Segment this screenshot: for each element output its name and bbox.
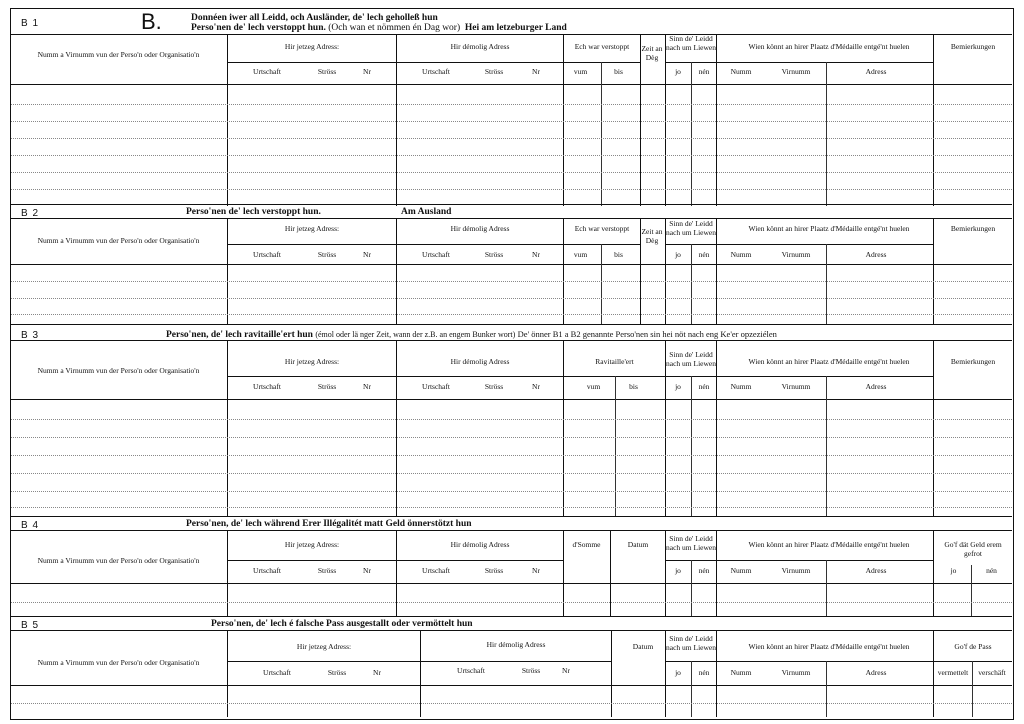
sub-vum: vum: [573, 67, 588, 76]
sub-virnumm: Virnumm: [781, 67, 811, 76]
col-divider: [665, 531, 666, 616]
header-rule: [11, 583, 1012, 584]
col-divider: [691, 661, 692, 717]
section-b1: [11, 9, 1012, 206]
sub-nen: nén: [986, 566, 997, 575]
sub-stross: Ströss: [317, 67, 337, 76]
col-name: Numm a Virnumm vun der Perso'n oder Organisatio'n: [37, 556, 200, 565]
header-rule: [11, 84, 1012, 85]
sub-numm: Numm: [730, 566, 752, 575]
sub-stross: Ströss: [521, 666, 541, 675]
entry-row[interactable]: [11, 437, 1012, 438]
sub-nen: nén: [698, 566, 710, 575]
col-divider: [640, 219, 641, 324]
sub-nr: Nr: [532, 566, 540, 575]
col-divider: [933, 531, 934, 616]
sub-stross: Ströss: [484, 250, 504, 259]
sub-nr: Nr: [373, 668, 381, 677]
col-hidden: Ech war verstoppt: [574, 42, 630, 51]
sub-nr: Nr: [562, 666, 570, 675]
section-b5-title-row: [11, 617, 1012, 631]
title-note: (émol oder lä nger Zeit, wann der z.B. an engem Bunker wort): [315, 330, 516, 339]
sub-jo: jo: [675, 382, 681, 391]
sub-rule: [717, 560, 933, 561]
col-ravitailleert: Ravitaille'ert: [595, 357, 634, 366]
sub-nr: Nr: [363, 566, 371, 575]
section-b4-title-row: [11, 517, 1012, 531]
sub-vum: vum: [586, 382, 601, 391]
sub-rule: [717, 244, 933, 245]
col-current-address: Hir jetzeg Adress:: [296, 642, 352, 651]
sub-adress: Adress: [865, 566, 887, 575]
sub-urtschaft: Urtschaft: [253, 250, 281, 259]
sub-vermettelt: vermettelt: [937, 668, 969, 677]
col-still-alive: Sinn de' Leidd nach um Liewen: [666, 34, 716, 52]
entry-row[interactable]: [11, 507, 1012, 508]
col-divider: [611, 631, 612, 717]
header-rule: [11, 685, 1012, 686]
col-current-address: Hir jetzeg Adress:: [284, 540, 340, 549]
col-days: Zeit an Dèg: [641, 227, 663, 245]
col-name: Numm a Virnumm vun der Perso'n oder Organisatio'n: [37, 658, 200, 667]
col-former-address: Hir démolig Adress: [450, 357, 510, 366]
section-b5: [11, 617, 1012, 719]
col-divider: [691, 560, 692, 616]
section-b1-title-row: [11, 9, 1012, 35]
sub-virnumm: Virnumm: [781, 250, 811, 259]
sub-nr: Nr: [532, 250, 540, 259]
col-still-alive: Sinn de' Leidd nach um Liewen: [666, 534, 716, 552]
title-main: Perso'nen de' lech verstoppt hun.: [191, 23, 326, 33]
sub-nr: Nr: [363, 382, 371, 391]
col-divider: [972, 661, 973, 717]
sub-urtschaft: Urtschaft: [422, 250, 450, 259]
entry-row[interactable]: [11, 189, 1012, 190]
col-divider: [227, 631, 228, 717]
col-date: Datum: [627, 540, 649, 549]
sub-urtschaft: Urtschaft: [253, 67, 281, 76]
section-id: B 2: [21, 208, 40, 219]
col-current-address: Hir jetzeg Adress:: [284, 224, 340, 233]
col-still-alive: Sinn de' Leidd nach um Liewen: [666, 634, 716, 652]
col-divider: [615, 376, 616, 516]
sub-verschaft: verschäft: [978, 668, 1006, 677]
sub-nen: nén: [698, 382, 710, 391]
section-id: B 1: [21, 18, 40, 29]
sub-urtschaft: Urtschaft: [422, 382, 450, 391]
sub-rule: [717, 376, 933, 377]
section-id: B 5: [21, 620, 40, 631]
col-divider: [601, 62, 602, 206]
col-divider: [691, 376, 692, 516]
header-rule: [11, 264, 1012, 265]
col-divider: [563, 341, 564, 516]
col-divider: [826, 560, 827, 616]
section-letter: B.: [141, 9, 162, 34]
col-money-requested: Go'f dät Geld erem gefrot: [944, 540, 1002, 558]
section-id: B 3: [21, 330, 40, 341]
col-divider: [691, 62, 692, 206]
entry-row[interactable]: [11, 602, 1012, 603]
sub-jo: jo: [675, 67, 681, 76]
col-divider: [396, 219, 397, 324]
section-b2-title-row: [11, 206, 1012, 219]
col-remarks: Bemierkungen: [950, 224, 996, 233]
entry-row[interactable]: [11, 155, 1012, 156]
entry-row[interactable]: [11, 473, 1012, 474]
col-divider: [665, 341, 666, 516]
col-divider: [933, 631, 934, 717]
col-medal: Wien könnt an hirer Plaatz d'Médaille entgé'nt huelen: [748, 224, 910, 233]
entry-row[interactable]: [11, 172, 1012, 173]
col-still-alive: Sinn de' Leidd nach um Liewen: [666, 219, 716, 237]
col-divider: [396, 531, 397, 616]
col-divider: [610, 531, 611, 616]
section-b2: [11, 206, 1012, 326]
col-days: Zeit an Dèg: [641, 44, 663, 62]
col-medal: Wien könnt an hirer Plaatz d'Médaille entgé'nt huelen: [748, 357, 910, 366]
col-divider: [826, 244, 827, 324]
col-medal: Wien könnt an hirer Plaatz d'Médaille entgé'nt huelen: [748, 42, 910, 51]
col-divider: [826, 661, 827, 717]
sub-nr: Nr: [532, 382, 540, 391]
sub-urtschaft: Urtschaft: [422, 566, 450, 575]
col-divider: [227, 219, 228, 324]
col-name: Numm a Virnumm vun der Perso'n oder Organisatio'n: [37, 236, 200, 245]
sub-jo: jo: [675, 668, 681, 677]
col-pass: Go'f de Pass: [954, 642, 992, 651]
col-divider: [691, 244, 692, 324]
sub-stross: Ströss: [317, 250, 337, 259]
entry-row[interactable]: [11, 455, 1012, 456]
sub-numm: Numm: [730, 382, 752, 391]
col-divider: [665, 631, 666, 717]
entry-row[interactable]: [11, 314, 1012, 315]
section-title: [166, 329, 777, 340]
sub-nen: nén: [698, 668, 710, 677]
sub-urtschaft: Urtschaft: [457, 666, 485, 675]
sub-bis: bis: [614, 250, 623, 259]
col-hidden: Ech war verstoppt: [574, 224, 630, 233]
sub-rule: [228, 661, 420, 662]
sub-jo: jo: [675, 250, 681, 259]
sub-stross: Ströss: [317, 382, 337, 391]
entry-row[interactable]: [11, 419, 1012, 420]
sub-stross: Ströss: [317, 566, 337, 575]
col-divider: [227, 341, 228, 516]
section-id: B 4: [21, 520, 40, 531]
section-end: [11, 324, 1012, 325]
col-amount: d'Somme: [572, 540, 601, 549]
entry-row[interactable]: [11, 138, 1012, 139]
sub-virnumm: Virnumm: [781, 566, 811, 575]
sub-nr: Nr: [363, 250, 371, 259]
sub-urtschaft: Urtschaft: [253, 382, 281, 391]
sub-bis: bis: [614, 67, 623, 76]
sub-nr: Nr: [532, 67, 540, 76]
sub-urtschaft: Urtschaft: [253, 566, 281, 575]
entry-row[interactable]: [11, 104, 1012, 105]
section-b3-title-row: [11, 327, 1012, 341]
col-divider: [563, 531, 564, 616]
sub-vum: vum: [573, 250, 588, 259]
sub-stross: Ströss: [484, 566, 504, 575]
sub-bis: bis: [629, 382, 638, 391]
questionnaire-form: [10, 8, 1014, 720]
col-name: Numm a Virnumm vun der Perso'n oder Organisatio'n: [37, 366, 200, 375]
col-divider: [933, 219, 934, 324]
sub-numm: Numm: [730, 668, 752, 677]
header-rule: [11, 399, 1012, 400]
col-remarks: Bemierkungen: [950, 42, 996, 51]
section-end: [11, 204, 1012, 205]
sub-stross: Ströss: [484, 382, 504, 391]
col-date: Datum: [632, 642, 654, 651]
sub-virnumm: Virnumm: [781, 668, 811, 677]
sub-rule: [934, 661, 1012, 662]
col-divider: [933, 341, 934, 516]
title-note: (Och wan et nömmen én Dag wor): [328, 23, 461, 33]
col-divider: [227, 531, 228, 616]
sub-urtschaft: Urtschaft: [422, 67, 450, 76]
sub-adress: Adress: [865, 382, 887, 391]
sub-rule: [717, 62, 933, 63]
section-title: Perso'nen, de' lech während Erer Illégalitét matt Geld önnerstötzt hun: [186, 519, 472, 529]
sub-stross: Ströss: [484, 67, 504, 76]
col-medal: Wien könnt an hirer Plaatz d'Médaille entgé'nt huelen: [748, 642, 910, 651]
entry-row[interactable]: [11, 298, 1012, 299]
sub-rule: [717, 661, 933, 662]
col-former-address: Hir démolig Adress: [450, 224, 510, 233]
sub-jo: jo: [950, 566, 957, 575]
sub-rule: [421, 661, 611, 662]
sub-numm: Numm: [730, 250, 752, 259]
col-divider: [716, 631, 717, 717]
sub-jo: jo: [675, 566, 681, 575]
section-b4: [11, 517, 1012, 617]
col-former-address: Hir démolig Adress: [450, 540, 510, 549]
col-divider: [563, 219, 564, 324]
col-still-alive: Sinn de' Leidd nach um Liewen: [666, 350, 716, 368]
sub-adress: Adress: [865, 67, 887, 76]
section-title-end: Am Ausland: [401, 207, 452, 217]
col-former-address: Hir démolig Adress: [486, 640, 546, 649]
col-divider: [601, 244, 602, 324]
title-main: Perso'nen, de' lech ravitaille'ert hun: [166, 330, 313, 340]
col-medal: Wien könnt an hirer Plaatz d'Médaille entgé'nt huelen: [748, 540, 910, 549]
col-divider: [716, 219, 717, 324]
sub-stross: Ströss: [327, 668, 347, 677]
section-title: Perso'nen de' lech verstoppt hun.: [186, 207, 321, 217]
entry-row[interactable]: [11, 121, 1012, 122]
col-remarks: Bemierkungen: [950, 357, 996, 366]
title-end: Hei am letzeburger Land: [464, 23, 567, 33]
sub-nen: nén: [698, 67, 710, 76]
col-divider: [716, 531, 717, 616]
col-divider: [826, 62, 827, 206]
sub-urtschaft: Urtschaft: [263, 668, 291, 677]
section-title: Perso'nen, de' lech é falsche Pass ausgestallt oder vermöttelt hun: [211, 619, 473, 629]
entry-row[interactable]: [11, 491, 1012, 492]
sub-nr: Nr: [363, 67, 371, 76]
col-name: Numm a Virnumm vun der Perso'n oder Organisatio'n: [37, 50, 200, 59]
entry-row[interactable]: [11, 281, 1012, 282]
col-current-address: Hir jetzeg Adress:: [284, 42, 340, 51]
col-divider: [665, 219, 666, 324]
col-divider: [826, 376, 827, 516]
col-current-address: Hir jetzeg Adress:: [284, 357, 340, 366]
section-title-line2: [191, 23, 567, 33]
col-divider: [971, 565, 972, 616]
entry-row[interactable]: [11, 703, 1012, 704]
sub-rule: [564, 62, 640, 63]
col-former-address: Hir démolig Adress: [450, 42, 510, 51]
col-divider: [716, 341, 717, 516]
sub-adress: Adress: [865, 668, 887, 677]
col-divider: [396, 341, 397, 516]
title-end: De' önner B1 a B2 genannte Perso'nen sin hei nöt nach eng Ke'er opzeziélen: [517, 329, 777, 339]
sub-numm: Numm: [730, 67, 752, 76]
section-b3: [11, 327, 1012, 517]
section-title-line1: Donnéen iwer all Leidd, och Ausländer, de' lech geholleß hun: [191, 13, 438, 23]
sub-rule: [564, 244, 640, 245]
sub-virnumm: Virnumm: [781, 382, 811, 391]
sub-adress: Adress: [865, 250, 887, 259]
sub-nen: nén: [698, 250, 710, 259]
col-divider: [420, 631, 421, 717]
